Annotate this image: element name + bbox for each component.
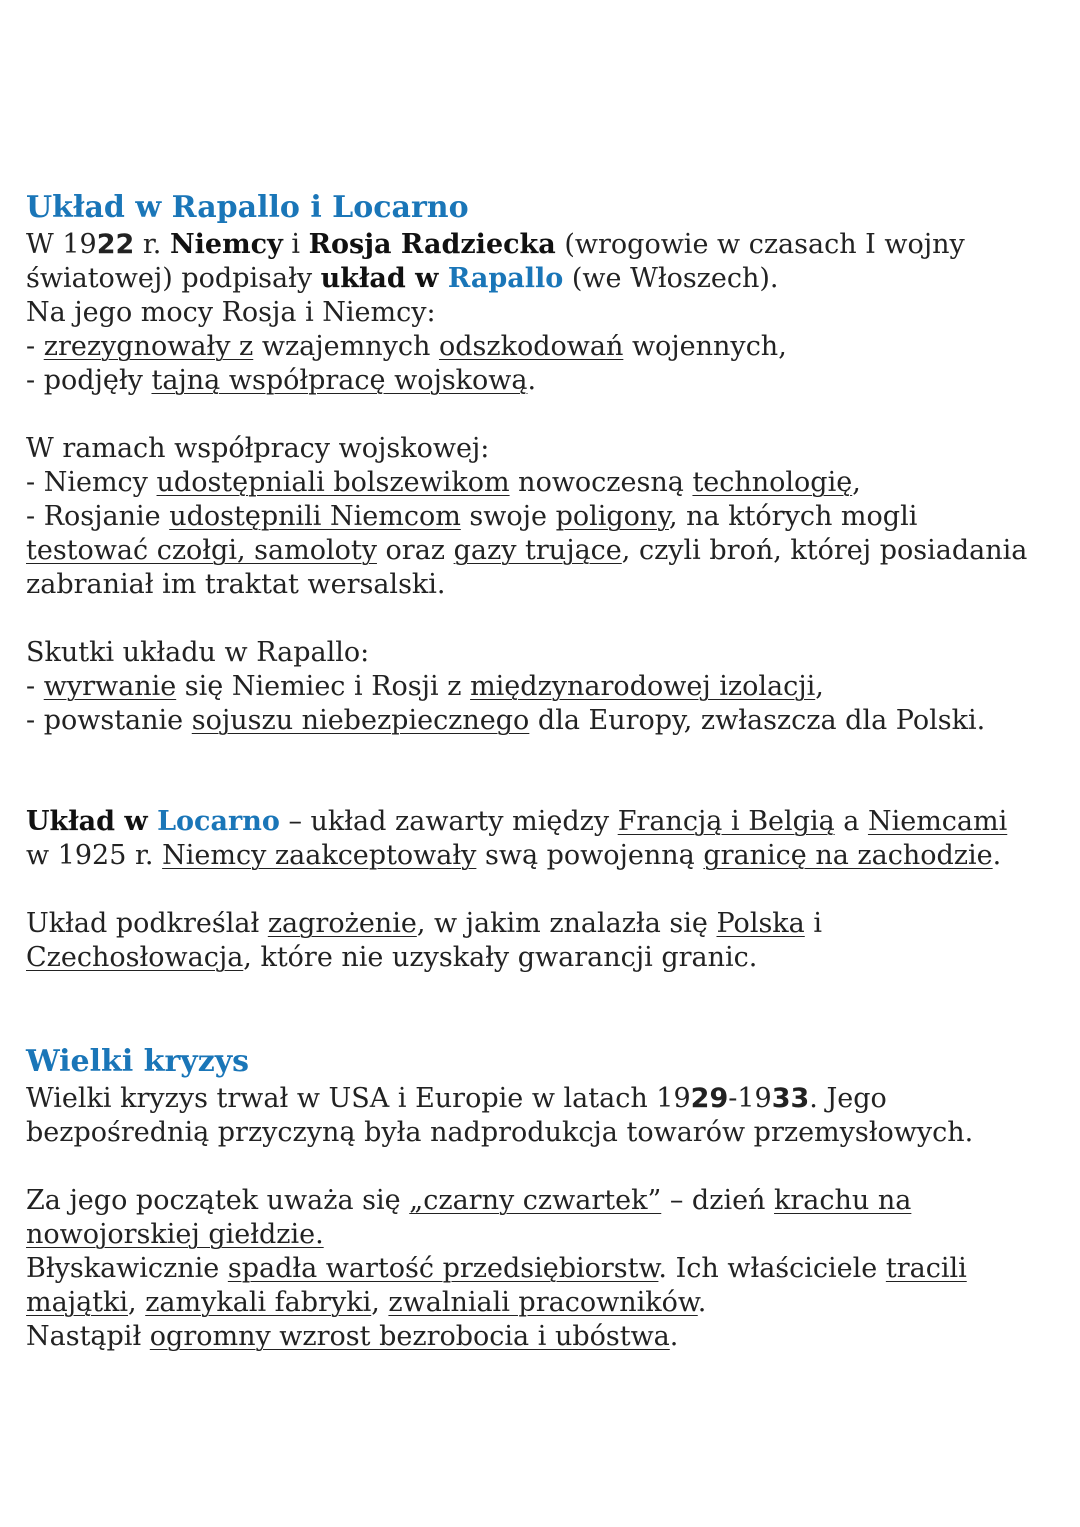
text-line	[26, 1184, 1066, 1218]
spacer	[26, 738, 1066, 805]
text: ,	[371, 1287, 389, 1318]
text-line	[26, 262, 1066, 296]
text: w 1925 r.	[26, 840, 163, 871]
text: - Rosjanie	[26, 501, 170, 532]
text: - podjęły	[26, 365, 152, 396]
text: dla Europy, zwłaszcza dla Polski.	[529, 705, 986, 736]
text: -	[26, 671, 44, 702]
spacer	[26, 975, 1066, 1042]
text: – dzień	[661, 1185, 775, 1216]
text: oraz	[376, 535, 454, 566]
text: , na których mogli	[668, 501, 918, 532]
spacer	[26, 1150, 1066, 1184]
text: Błyskawicznie	[26, 1253, 228, 1284]
text: .	[527, 365, 537, 396]
text: r.	[134, 229, 170, 260]
text: - powstanie	[26, 705, 192, 736]
text: tajną współpracę wojskową	[151, 365, 528, 396]
text-line	[26, 1252, 1066, 1286]
text: 33	[771, 1083, 810, 1114]
text: , czyli broń, której posiadania	[621, 535, 1028, 566]
list-item	[26, 500, 1066, 534]
text: poligony	[555, 501, 669, 532]
section-heading-wielki-kryzys: Wielki kryzys	[26, 1044, 250, 1079]
text: wojennych,	[623, 331, 787, 362]
text: granicę na zachodzie	[703, 840, 993, 871]
text: , w jakim znalazła się	[416, 908, 717, 939]
text: ,	[815, 671, 824, 702]
text: (we Włoszech).	[563, 263, 779, 294]
text-line	[26, 1286, 1066, 1320]
list-item	[26, 704, 1066, 738]
text: nowojorskiej giełdzie.	[26, 1219, 324, 1250]
text: testować czołgi, samoloty	[26, 535, 377, 566]
text: Czechosłowacja	[26, 942, 244, 973]
text: Rapallo	[447, 263, 564, 294]
text: układ w	[320, 263, 448, 294]
text: .	[992, 840, 1002, 871]
text-line	[26, 941, 1066, 975]
text: zagrożenie	[267, 908, 417, 939]
text: technologię	[692, 467, 853, 498]
text: Za jego początek uważa się	[26, 1185, 410, 1216]
text: spadła wartość przedsiębiorstw	[227, 1253, 659, 1284]
text-line	[26, 228, 1066, 262]
text: „czarny czwartek”	[409, 1185, 662, 1216]
text: swą powojenną	[476, 840, 704, 871]
text: Rosja Radziecka	[308, 229, 556, 260]
text: 29	[690, 1083, 729, 1114]
text: ,	[128, 1287, 146, 1318]
text: Niemcy zaakceptowały	[162, 840, 477, 871]
document-page	[26, 188, 1066, 1354]
text: -19	[728, 1083, 772, 1114]
text: gazy trujące	[453, 535, 622, 566]
text: Nastąpił	[26, 1321, 150, 1352]
text: - Niemcy	[26, 467, 157, 498]
text-line	[26, 1218, 1066, 1252]
text: . Jego	[809, 1083, 887, 1114]
text: 22	[96, 229, 135, 260]
text: odszkodowań	[438, 331, 624, 362]
text: Polska	[716, 908, 805, 939]
text-line	[26, 1082, 1066, 1116]
text: . Ich właściciele	[658, 1253, 886, 1284]
text: udostępniali bolszewikom	[156, 467, 510, 498]
text: swoje	[460, 501, 556, 532]
text: , które nie uzyskały gwarancji granic.	[243, 942, 758, 973]
text: tracili	[885, 1253, 967, 1284]
text: ogromny wzrost bezrobocia i ubóstwa	[149, 1321, 670, 1352]
text: udostępnili Niemcom	[169, 501, 461, 532]
text: (wrogowie w czasach I wojny	[555, 229, 965, 260]
spacer	[26, 398, 1066, 432]
text: światowej) podpisały	[26, 263, 321, 294]
text-line	[26, 839, 1066, 873]
list-item	[26, 330, 1066, 364]
text-line	[26, 1320, 1066, 1354]
text: wyrwanie	[43, 671, 177, 702]
spacer	[26, 602, 1066, 636]
text-line	[26, 805, 1066, 839]
text: nowoczesną	[509, 467, 693, 498]
text: .	[697, 1287, 707, 1318]
text-line: Skutki układu w Rapallo:	[26, 637, 370, 668]
list-item	[26, 466, 1066, 500]
text: a	[834, 806, 868, 837]
section-heading-rapallo-locarno: Układ w Rapallo i Locarno	[26, 190, 469, 225]
text: Niemcami	[867, 806, 1008, 837]
text: zamykali fabryki	[145, 1287, 372, 1318]
list-item	[26, 670, 1066, 704]
text: -	[26, 331, 44, 362]
text: i	[804, 908, 822, 939]
text: sojuszu niebezpiecznego	[191, 705, 530, 736]
text: Francją i Belgią	[617, 806, 835, 837]
text-line	[26, 907, 1066, 941]
text: międzynarodowej izolacji	[470, 671, 816, 702]
text: wzajemnych	[253, 331, 439, 362]
text: Wielki kryzys trwał w USA i Europie w latach 19	[26, 1083, 691, 1114]
text: W 19	[26, 229, 97, 260]
text-line: bezpośrednią przyczyną była nadprodukcja towarów przemysłowych.	[26, 1117, 974, 1148]
text-line	[26, 534, 1066, 568]
text: – układ zawarty między	[279, 806, 618, 837]
text: ,	[852, 467, 861, 498]
text: majątki	[26, 1287, 129, 1318]
text: Locarno	[157, 806, 280, 837]
text: zrezygnowały z	[43, 331, 254, 362]
text: Układ w	[26, 806, 158, 837]
text-line: W ramach współpracy wojskowej:	[26, 433, 490, 464]
text: Niemcy	[169, 229, 283, 260]
text-line: Na jego mocy Rosja i Niemcy:	[26, 297, 436, 328]
text: krachu na	[774, 1185, 912, 1216]
text: Układ podkreślał	[26, 908, 268, 939]
text: zwalniali pracowników	[388, 1287, 698, 1318]
text: się Niemiec i Rosji z	[176, 671, 471, 702]
text: .	[669, 1321, 679, 1352]
text: i	[282, 229, 309, 260]
text-line: zabraniał im traktat wersalski.	[26, 569, 446, 600]
list-item	[26, 364, 1066, 398]
spacer	[26, 873, 1066, 907]
